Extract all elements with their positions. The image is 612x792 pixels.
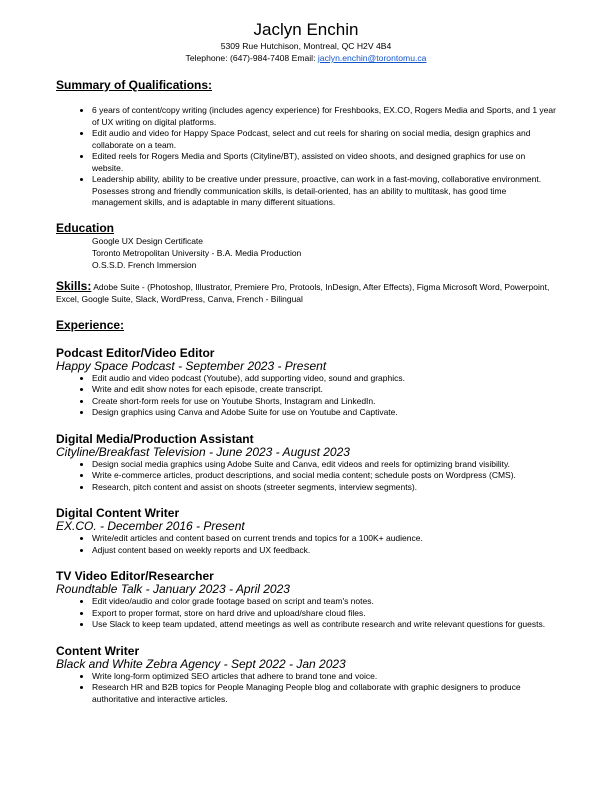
- skills-text: Adobe Suite - (Photoshop, Illustrator, Premiere Pro, Protools, InDesign, After Effects), Figma Microsoft Word, Powerpoint, Excel, Google Suite, Slack, WordPress, Canva, French - Bilingual: [56, 281, 550, 304]
- education-item: Toronto Metropolitan University - B.A. Media Production: [92, 247, 302, 258]
- job: [56, 569, 556, 631]
- contact-line: [56, 52, 556, 64]
- job-bullets: [56, 596, 556, 631]
- job-title: Content Writer: [56, 643, 140, 658]
- job-title: Digital Media/Production Assistant: [56, 431, 254, 446]
- job-bullet: • Adjust content based on weekly reports and UX feedback.: [92, 545, 556, 557]
- job-bullet: • Research, pitch content and assist on shoots (streeter segments, interview segments).: [92, 482, 556, 494]
- job: [56, 644, 556, 706]
- job-bullet: • Research HR and B2B topics for People Managing People blog and collaborate with graphic designers to produce authoritative and interactive articles.: [92, 682, 556, 705]
- job-bullet: • Use Slack to keep team updated, attend meetings as well as contribute research and write relevant questions for guests.: [92, 619, 556, 631]
- summary-item: • 6 years of content/copy writing (includes agency experience) for Freshbooks, EX.CO, Rogers Media and Sports, and 1 year of UX writing on digital platforms.: [92, 105, 556, 128]
- summary-item: • Edit audio and video for Happy Space Podcast, select and cut reels for sharing on social media, design graphics and collaborate on a team.: [92, 128, 556, 151]
- email-link[interactable]: jaclyn.enchin@torontomu.ca: [317, 53, 427, 63]
- job-bullet: • Create short-form reels for use on Youtube Shorts, Instagram and LinkedIn.: [92, 396, 556, 408]
- job: [56, 506, 556, 556]
- phone-line: Telephone: (647)-984-7408 Email:: [185, 53, 318, 63]
- summary-item: • Edited reels for Rogers Media and Sports (Cityline/BT), assisted on video shoots, and designed graphics for use on website.: [92, 151, 556, 174]
- summary-heading: Summary of Qualifications:: [56, 78, 213, 92]
- job-bullet: • Write/edit articles and content based on current trends and topics for a 100K+ audience.: [92, 533, 556, 545]
- education-heading: Education: [56, 220, 115, 235]
- job: [56, 432, 556, 494]
- job-subtitle: Happy Space Podcast - September 2023 - Present: [56, 358, 327, 373]
- experience-heading: Experience:: [56, 317, 125, 332]
- job-bullet: • Edit video/audio and color grade footage based on script and team's notes.: [92, 596, 556, 608]
- job-title: TV Video Editor/Researcher: [56, 569, 214, 583]
- job-subtitle: Cityline/Breakfast Television - June 2023 - August 2023: [56, 444, 350, 459]
- job-bullet: • Write e-commerce articles, product descriptions, and social media content; schedule posts on Wordpress (CMS).: [92, 470, 556, 482]
- job-subtitle: EX.CO. - December 2016 - Present: [56, 519, 245, 533]
- job-bullets: [56, 671, 556, 706]
- job-bullet: • Write long-form optimized SEO articles that adhere to brand tone and voice.: [92, 671, 556, 683]
- resume-name: Jaclyn Enchin: [253, 20, 359, 39]
- summary-item: • Leadership ability, ability to be creative under pressure, proactive, can work in a fast-moving, collaborative environment. Posesses strong and friendly communication skills, is detail-oriented, has an ability to multitask, has good time management skills, and is adaptable in many different situations.: [92, 174, 556, 209]
- job-bullet: • Design graphics using Canva and Adobe Suite for use on Youtube and Captivate.: [92, 407, 556, 419]
- job-bullet: • Design social media graphics using Adobe Suite and Canva, edit videos and reels for optimizing brand visibility.: [92, 459, 556, 471]
- job-bullets: [56, 373, 556, 419]
- education-item: O.S.S.D. French Immersion: [92, 259, 197, 270]
- address: 5309 Rue Hutchison, Montreal, QC H2V 4B4: [220, 41, 392, 51]
- job: [56, 346, 556, 419]
- job-title: Podcast Editor/Video Editor: [56, 345, 215, 360]
- skills-block: [56, 280, 556, 305]
- job-bullets: [56, 459, 556, 494]
- job-subtitle: Black and White Zebra Agency - Sept 2022 - Jan 2023: [56, 656, 346, 671]
- resume-page: [56, 20, 556, 705]
- job-bullet: • Export to proper format, store on hard drive and upload/share cloud files.: [92, 608, 556, 620]
- job-bullet: • Edit audio and video podcast (Youtube), add supporting video, sound and graphics.: [92, 373, 556, 385]
- education-item: Google UX Design Certificate: [92, 235, 204, 246]
- summary-list: [56, 105, 556, 209]
- job-title: Digital Content Writer: [56, 506, 180, 520]
- job-bullet: • Write and edit show notes for each episode, create transcript.: [92, 384, 556, 396]
- job-subtitle: Roundtable Talk - January 2023 - April 2023: [56, 582, 290, 596]
- job-bullets: [56, 533, 556, 556]
- skills-label: Skills:: [56, 278, 92, 293]
